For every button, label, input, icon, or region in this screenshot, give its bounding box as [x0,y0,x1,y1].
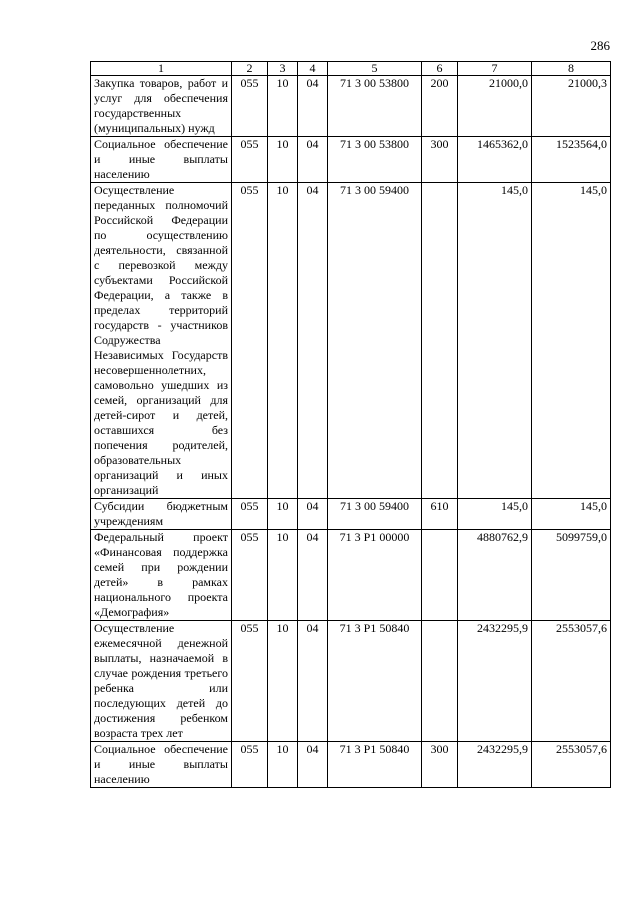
table-row [91,76,611,137]
header-cell: 6 [422,62,458,76]
row-name: Осуществление ежемесячной денежной выплаты, назначаемой в случае рождения третьего ребенка или последующих детей до достижения ребенком возраста трех лет [91,621,232,742]
cell-section: 10 [268,530,298,621]
cell-ministry-code: 055 [232,76,268,137]
cell-ministry-code: 055 [232,530,268,621]
cell-expense-type: 200 [422,76,458,137]
cell-expense-type: 300 [422,137,458,183]
cell-target-article: 71 3 00 53800 [328,137,422,183]
cell-ministry-code: 055 [232,742,268,788]
row-name: Осуществление переданных полномочий Российской Федерации по осуществлению деятельности, связанной с перевозкой между субъектами Российской Федерации, а также в пределах территорий государств - участников Содружества Независимых Государств несовершеннолетних, самовольно ушедших из семей, организаций для детей-сирот и детей, оставшихся без попечения родителей, образовательных организаций и иных организаций [91,183,232,499]
cell-section: 10 [268,137,298,183]
cell-ministry-code: 055 [232,621,268,742]
cell-ministry-code: 055 [232,137,268,183]
table-row [91,530,611,621]
header-cell: 7 [458,62,532,76]
cell-target-article: 71 3 P1 00000 [328,530,422,621]
cell-amount-year2: 2553057,6 [532,742,611,788]
cell-ministry-code: 055 [232,499,268,530]
cell-ministry-code: 055 [232,183,268,499]
cell-section: 10 [268,499,298,530]
cell-amount-year1: 145,0 [458,499,532,530]
header-cell: 8 [532,62,611,76]
cell-amount-year1: 1465362,0 [458,137,532,183]
cell-subsection: 04 [298,742,328,788]
cell-subsection: 04 [298,621,328,742]
cell-amount-year2: 21000,3 [532,76,611,137]
cell-amount-year1: 4880762,9 [458,530,532,621]
cell-expense-type: 610 [422,499,458,530]
row-name: Субсидии бюджетным учреждениям [91,499,232,530]
cell-amount-year1: 2432295,9 [458,742,532,788]
cell-section: 10 [268,76,298,137]
table-row [91,183,611,499]
header-cell: 1 [91,62,232,76]
cell-amount-year2: 5099759,0 [532,530,611,621]
table-row [91,499,611,530]
cell-target-article: 71 3 00 59400 [328,499,422,530]
table-row [91,742,611,788]
cell-amount-year2: 1523564,0 [532,137,611,183]
header-cell: 4 [298,62,328,76]
row-name: Федеральный проект «Финансовая поддержка семей при рождении детей» в рамках национального проекта «Демография» [91,530,232,621]
header-cell: 5 [328,62,422,76]
row-name: Социальное обеспечение и иные выплаты населению [91,137,232,183]
cell-amount-year2: 145,0 [532,183,611,499]
header-cell: 2 [232,62,268,76]
cell-amount-year1: 145,0 [458,183,532,499]
row-name: Закупка товаров, работ и услуг для обеспечения государственных (муниципальных) нужд [91,76,232,137]
cell-amount-year1: 2432295,9 [458,621,532,742]
cell-subsection: 04 [298,76,328,137]
cell-expense-type [422,530,458,621]
cell-target-article: 71 3 P1 50840 [328,621,422,742]
cell-target-article: 71 3 P1 50840 [328,742,422,788]
cell-amount-year2: 2553057,6 [532,621,611,742]
cell-subsection: 04 [298,183,328,499]
budget-table [90,61,611,788]
cell-target-article: 71 3 00 53800 [328,76,422,137]
cell-expense-type [422,183,458,499]
table-row [91,137,611,183]
cell-section: 10 [268,183,298,499]
cell-subsection: 04 [298,137,328,183]
cell-amount-year2: 145,0 [532,499,611,530]
cell-expense-type: 300 [422,742,458,788]
row-name: Социальное обеспечение и иные выплаты населению [91,742,232,788]
cell-amount-year1: 21000,0 [458,76,532,137]
cell-section: 10 [268,742,298,788]
cell-expense-type [422,621,458,742]
cell-subsection: 04 [298,499,328,530]
table-row [91,621,611,742]
cell-target-article: 71 3 00 59400 [328,183,422,499]
header-cell: 3 [268,62,298,76]
page-number: 286 [590,38,610,53]
cell-subsection: 04 [298,530,328,621]
cell-section: 10 [268,621,298,742]
table-header-row [91,62,611,76]
